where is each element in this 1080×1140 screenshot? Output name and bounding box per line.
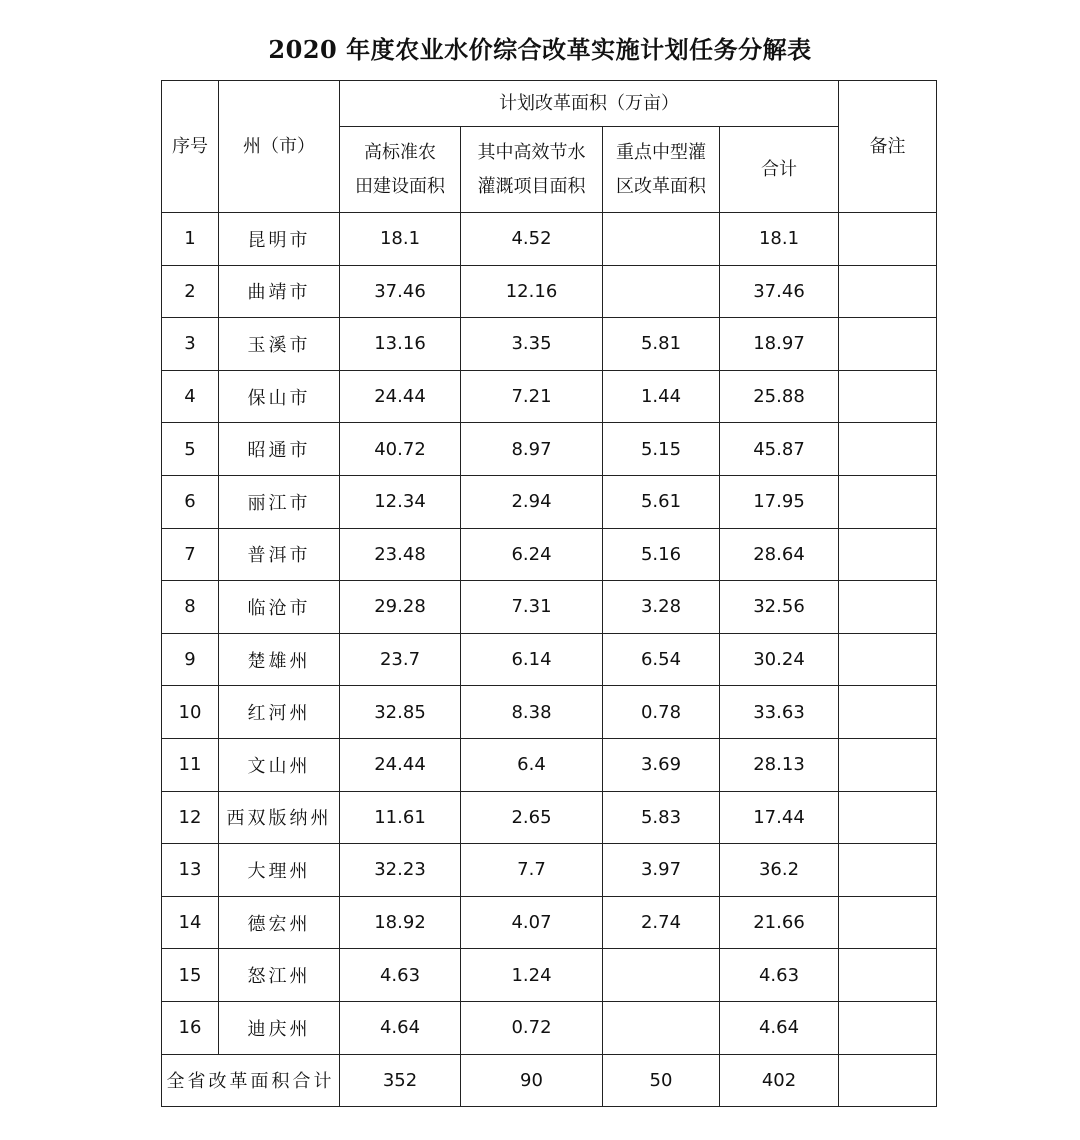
cell-region: 临沧市: [219, 581, 340, 634]
cell-region: 普洱市: [219, 528, 340, 581]
table-row: [162, 581, 937, 634]
cell-district-area: 5.83: [603, 791, 720, 844]
cell-irrigation-area: 1.24: [461, 949, 603, 1002]
cell-farmland-area: 37.46: [340, 265, 461, 318]
table-row: [162, 738, 937, 791]
cell-total: 4.63: [720, 949, 839, 1002]
cell-note: [839, 475, 937, 528]
cell-farmland-area: 24.44: [340, 370, 461, 423]
cell-region: 大理州: [219, 844, 340, 897]
cell-irrigation-area: 6.4: [461, 738, 603, 791]
cell-district-area: [603, 213, 720, 266]
cell-note: [839, 791, 937, 844]
cell-seq: 6: [162, 475, 219, 528]
table-row: [162, 423, 937, 476]
cell-total: 25.88: [720, 370, 839, 423]
cell-seq: 11: [162, 738, 219, 791]
total-note: [839, 1054, 937, 1106]
cell-irrigation-area: 8.38: [461, 686, 603, 739]
cell-farmland-area: 4.64: [340, 1001, 461, 1054]
cell-note: [839, 1001, 937, 1054]
table-row: [162, 528, 937, 581]
cell-total: 30.24: [720, 633, 839, 686]
cell-note: [839, 370, 937, 423]
header-seq: 序号: [162, 81, 219, 213]
cell-irrigation-area: 6.24: [461, 528, 603, 581]
cell-note: [839, 265, 937, 318]
cell-total: 28.64: [720, 528, 839, 581]
cell-total: 36.2: [720, 844, 839, 897]
cell-seq: 1: [162, 213, 219, 266]
table-row: [162, 213, 937, 266]
cell-irrigation-area: 2.94: [461, 475, 603, 528]
cell-region: 迪庆州: [219, 1001, 340, 1054]
cell-total: 17.44: [720, 791, 839, 844]
cell-total: 45.87: [720, 423, 839, 476]
cell-total: 32.56: [720, 581, 839, 634]
cell-total: 4.64: [720, 1001, 839, 1054]
cell-district-area: 2.74: [603, 896, 720, 949]
cell-seq: 10: [162, 686, 219, 739]
cell-irrigation-area: 6.14: [461, 633, 603, 686]
cell-note: [839, 896, 937, 949]
header-col3: [603, 127, 720, 213]
table-row: [162, 1001, 937, 1054]
cell-region: 文山州: [219, 738, 340, 791]
cell-seq: 14: [162, 896, 219, 949]
cell-district-area: 5.81: [603, 318, 720, 371]
cell-farmland-area: 18.1: [340, 213, 461, 266]
cell-district-area: 0.78: [603, 686, 720, 739]
cell-note: [839, 686, 937, 739]
cell-farmland-area: 40.72: [340, 423, 461, 476]
cell-farmland-area: 29.28: [340, 581, 461, 634]
cell-note: [839, 423, 937, 476]
table-row: [162, 896, 937, 949]
cell-district-area: 3.28: [603, 581, 720, 634]
table-row: [162, 686, 937, 739]
cell-note: [839, 633, 937, 686]
cell-seq: 16: [162, 1001, 219, 1054]
cell-farmland-area: 11.61: [340, 791, 461, 844]
total-label: 全省改革面积合计: [162, 1054, 340, 1106]
header-col2: [461, 127, 603, 213]
cell-total: 18.97: [720, 318, 839, 371]
cell-region: 怒江州: [219, 949, 340, 1002]
cell-note: [839, 949, 937, 1002]
page-title: 2020 年度农业水价综合改革实施计划任务分解表: [268, 35, 812, 64]
header-col3-line1: 重点中型灌: [616, 141, 706, 163]
header-note: 备注: [839, 81, 937, 213]
cell-region: 曲靖市: [219, 265, 340, 318]
header-col2-line2: 灌溉项目面积: [477, 175, 586, 197]
cell-region: 玉溪市: [219, 318, 340, 371]
cell-seq: 12: [162, 791, 219, 844]
cell-irrigation-area: 7.21: [461, 370, 603, 423]
table-row: [162, 844, 937, 897]
table-row: [162, 370, 937, 423]
cell-district-area: 5.61: [603, 475, 720, 528]
table-row: [162, 475, 937, 528]
cell-seq: 9: [162, 633, 219, 686]
cell-seq: 2: [162, 265, 219, 318]
cell-total: 17.95: [720, 475, 839, 528]
cell-farmland-area: 23.7: [340, 633, 461, 686]
cell-irrigation-area: 8.97: [461, 423, 603, 476]
cell-irrigation-area: 12.16: [461, 265, 603, 318]
header-col2-line1: 其中高效节水: [477, 141, 586, 163]
cell-irrigation-area: 0.72: [461, 1001, 603, 1054]
cell-note: [839, 213, 937, 266]
table-row: [162, 791, 937, 844]
total-b: 90: [461, 1054, 603, 1106]
table-row: [162, 318, 937, 371]
header-col4: 合计: [720, 127, 839, 213]
cell-irrigation-area: 4.52: [461, 213, 603, 266]
cell-note: [839, 318, 937, 371]
cell-region: 丽江市: [219, 475, 340, 528]
cell-total: 37.46: [720, 265, 839, 318]
task-table: [161, 80, 937, 1107]
cell-seq: 3: [162, 318, 219, 371]
cell-seq: 8: [162, 581, 219, 634]
cell-total: 21.66: [720, 896, 839, 949]
cell-total: 18.1: [720, 213, 839, 266]
cell-irrigation-area: 3.35: [461, 318, 603, 371]
cell-region: 昆明市: [219, 213, 340, 266]
cell-note: [839, 844, 937, 897]
total-a: 352: [340, 1054, 461, 1106]
header-region: 州（市）: [219, 81, 340, 213]
cell-total: 33.63: [720, 686, 839, 739]
total-row: [162, 1054, 937, 1106]
cell-farmland-area: 32.23: [340, 844, 461, 897]
header-col3-line2: 区改革面积: [616, 175, 706, 197]
table-row: [162, 949, 937, 1002]
cell-farmland-area: 18.92: [340, 896, 461, 949]
cell-district-area: [603, 265, 720, 318]
cell-note: [839, 528, 937, 581]
cell-seq: 5: [162, 423, 219, 476]
cell-region: 西双版纳州: [219, 791, 340, 844]
cell-farmland-area: 32.85: [340, 686, 461, 739]
header-group: 计划改革面积（万亩）: [340, 81, 839, 127]
cell-district-area: 5.16: [603, 528, 720, 581]
cell-farmland-area: 24.44: [340, 738, 461, 791]
cell-district-area: 5.15: [603, 423, 720, 476]
cell-irrigation-area: 2.65: [461, 791, 603, 844]
cell-region: 保山市: [219, 370, 340, 423]
cell-farmland-area: 13.16: [340, 318, 461, 371]
cell-note: [839, 581, 937, 634]
cell-total: 28.13: [720, 738, 839, 791]
total-c: 50: [603, 1054, 720, 1106]
cell-note: [839, 738, 937, 791]
cell-seq: 4: [162, 370, 219, 423]
cell-region: 楚雄州: [219, 633, 340, 686]
cell-district-area: 3.97: [603, 844, 720, 897]
cell-district-area: [603, 949, 720, 1002]
cell-seq: 13: [162, 844, 219, 897]
cell-irrigation-area: 7.31: [461, 581, 603, 634]
header-col1-line1: 高标准农: [364, 141, 436, 163]
total-sum: 402: [720, 1054, 839, 1106]
cell-irrigation-area: 7.7: [461, 844, 603, 897]
cell-region: 昭通市: [219, 423, 340, 476]
cell-irrigation-area: 4.07: [461, 896, 603, 949]
cell-district-area: 6.54: [603, 633, 720, 686]
table-row: [162, 633, 937, 686]
header-col1-line2: 田建设面积: [355, 175, 445, 197]
cell-region: 德宏州: [219, 896, 340, 949]
cell-district-area: [603, 1001, 720, 1054]
header-col1: [340, 127, 461, 213]
cell-seq: 15: [162, 949, 219, 1002]
cell-farmland-area: 12.34: [340, 475, 461, 528]
table-row: [162, 265, 937, 318]
cell-farmland-area: 4.63: [340, 949, 461, 1002]
cell-farmland-area: 23.48: [340, 528, 461, 581]
cell-seq: 7: [162, 528, 219, 581]
cell-district-area: 3.69: [603, 738, 720, 791]
cell-district-area: 1.44: [603, 370, 720, 423]
cell-region: 红河州: [219, 686, 340, 739]
